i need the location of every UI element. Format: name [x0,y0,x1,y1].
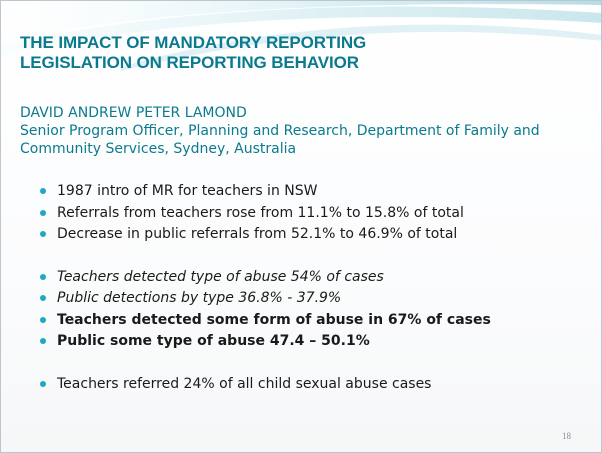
bullet-dot-icon [40,317,46,323]
bullet-item [40,310,580,332]
bullet-text: Teachers detected type of abuse 54% of cases [57,268,384,285]
bullet-text: Public detections by type 36.8% - 37.9% [57,290,342,306]
bullet-text: Referrals from teachers rose from 11.1% to 15.8% of total [57,204,464,221]
page-number: 18 [562,431,571,441]
bullet-dot-icon [40,231,46,237]
bullet-item [40,288,580,310]
bullet-item [40,224,580,246]
slide-title-line-2: LEGISLATION ON REPORTING BEHAVIOR [20,53,359,72]
bullet-dot-icon [40,295,46,301]
bullet-list [40,181,580,395]
author-block [20,104,580,158]
slide-title [20,33,366,73]
bullet-item [40,203,580,225]
author-affiliation: Senior Program Officer, Planning and Research, Department of Family and Community Services, Sydney, Australia [20,123,540,157]
author-name: DAVID ANDREW PETER LAMOND [20,105,247,121]
bullet-dot-icon [40,188,46,194]
bullet-dot-icon [40,338,46,344]
slide-title-line-1: THE IMPACT OF MANDATORY REPORTING [20,33,367,52]
bullet-text: Teachers referred 24% of all child sexual abuse cases [57,375,432,392]
bullet-dot-icon [40,274,46,280]
bullet-item [40,331,580,353]
bullet-dot-icon [40,381,46,387]
bullet-text: 1987 intro of MR for teachers in NSW [57,183,318,199]
bullet-dot-icon [40,210,46,216]
bullet-item [40,267,580,289]
bullet-text: Teachers detected some form of abuse in 67% of cases [57,311,491,328]
bullet-item [40,181,580,203]
bullet-text: Decrease in public referrals from 52.1% to 46.9% of total [57,226,458,242]
bullet-item [40,374,580,396]
bullet-text: Public some type of abuse 47.4 – 50.1% [57,333,370,349]
